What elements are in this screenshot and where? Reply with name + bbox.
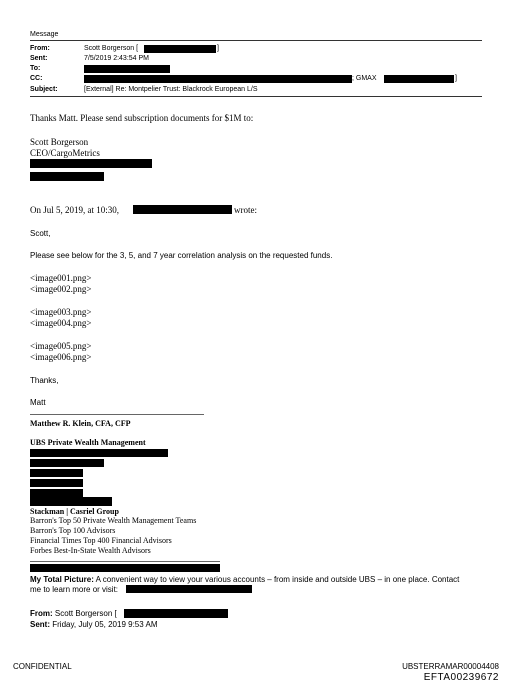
- cc-close: ]: [455, 75, 457, 82]
- image-attachment: <image001.png>: [30, 273, 92, 283]
- quoted-on-prefix: On Jul 5, 2019, at 10:30,: [30, 205, 119, 215]
- quoted-greeting: Scott,: [30, 229, 51, 238]
- signature-firm: UBS Private Wealth Management: [30, 438, 146, 447]
- image-attachment: <image005.png>: [30, 341, 92, 351]
- redaction-box: [84, 75, 352, 83]
- confidential-label: CONFIDENTIAL: [13, 662, 72, 671]
- reply-sig-name: Scott Borgerson: [30, 137, 89, 147]
- signature-divider: [30, 414, 204, 415]
- bates-number-ubs: UBSTERRAMAR00004408: [402, 662, 499, 671]
- image-attachment: <image004.png>: [30, 318, 92, 328]
- quoted-on-suffix: wrote:: [234, 205, 257, 215]
- signature-award: Financial Times Top 400 Financial Advisors: [30, 536, 172, 545]
- forward-from-label: From:: [30, 609, 53, 618]
- redaction-box: [30, 479, 83, 487]
- signature-award: Barron's Top 100 Advisors: [30, 526, 116, 535]
- header-divider: [30, 96, 482, 97]
- forward-sent-line: [30, 620, 157, 629]
- forward-from-value: Scott Borgerson [: [54, 609, 117, 618]
- signature-award: Barron's Top 50 Private Wealth Management Teams: [30, 516, 197, 525]
- total-picture-text: A convenient way to view your various accounts – from inside and outside UBS – in one place. Contact: [93, 575, 460, 584]
- sent-label: Sent:: [30, 55, 48, 62]
- bates-number-efta: EFTA00239672: [423, 672, 499, 683]
- header-divider: [30, 40, 482, 41]
- redaction-box: [30, 449, 168, 457]
- redaction-box: [133, 205, 232, 214]
- redaction-box: [30, 469, 83, 477]
- quoted-name: Matt: [30, 398, 46, 407]
- image-attachment: <image002.png>: [30, 284, 92, 294]
- message-label: Message: [30, 31, 59, 38]
- quoted-body: Please see below for the 3, 5, and 7 year correlation analysis on the requested funds.: [30, 251, 333, 260]
- sent-value: 7/5/2019 2:43:54 PM: [84, 55, 149, 62]
- from-close: ]: [217, 45, 219, 52]
- signature-name: Matthew R. Klein, CFA, CFP: [30, 419, 131, 428]
- signature-divider: [30, 561, 220, 562]
- redaction-box: [30, 159, 152, 168]
- forward-sent-label: Sent:: [30, 620, 50, 629]
- forward-from-line: [30, 609, 117, 618]
- total-picture-label: My Total Picture:: [30, 575, 94, 584]
- image-attachment: <image003.png>: [30, 307, 92, 317]
- total-picture-line: [30, 575, 459, 584]
- redaction-box: [30, 564, 220, 572]
- subject-label: Subject:: [30, 86, 58, 93]
- redaction-box: [126, 585, 252, 593]
- reply-sig-title: CEO/CargoMetrics: [30, 148, 100, 158]
- redaction-box: [30, 497, 112, 506]
- redaction-box: [30, 489, 83, 497]
- cc-label: CC:: [30, 75, 43, 82]
- redaction-box: [30, 172, 104, 181]
- image-attachment: <image006.png>: [30, 352, 92, 362]
- to-label: To:: [30, 65, 41, 72]
- total-picture-line2: me to learn more or visit:: [30, 585, 119, 594]
- redaction-box: [384, 75, 454, 83]
- cc-gmax: ; GMAX: [352, 75, 377, 82]
- redaction-box: [144, 45, 216, 53]
- reply-body: Thanks Matt. Please send subscription documents for $1M to:: [30, 113, 254, 123]
- from-label: From:: [30, 45, 50, 52]
- signature-group: Stackman | Casriel Group: [30, 507, 119, 516]
- redaction-box: [30, 459, 104, 467]
- redaction-box: [124, 609, 228, 618]
- subject-value: [External] Re: Montpelier Trust: Blackrock European L/S: [84, 86, 258, 93]
- signature-award: Forbes Best-In-State Wealth Advisors: [30, 546, 151, 555]
- from-value: Scott Borgerson [: [84, 45, 139, 52]
- quoted-thanks: Thanks,: [30, 376, 59, 385]
- forward-sent-value: Friday, July 05, 2019 9:53 AM: [52, 620, 158, 629]
- redaction-box: [84, 65, 170, 73]
